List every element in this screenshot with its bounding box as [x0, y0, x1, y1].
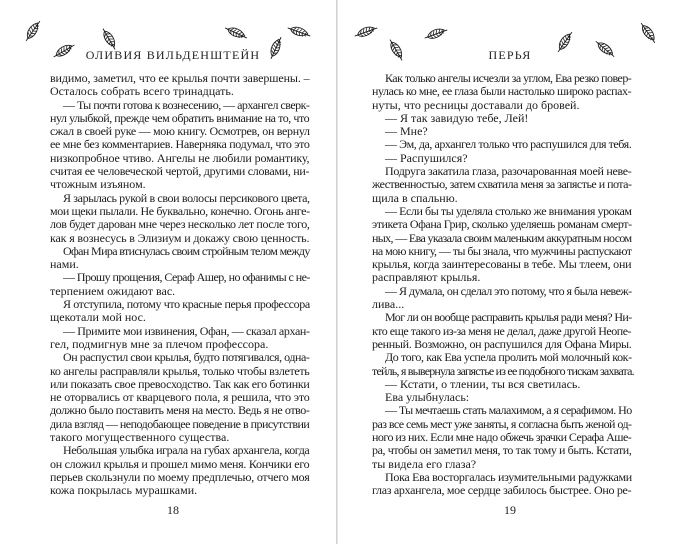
text-line: Пока Ева восторгалась изумительными радужками [385, 470, 632, 484]
page-number: 19 [504, 503, 516, 517]
text-line: не оторвались от кварцевого пола, я решила, что это [50, 391, 310, 405]
text-line: щила в спальню. [372, 191, 458, 205]
text-line: Небольшая улыбка играла на губах архангела, когда [63, 444, 310, 458]
body-text [372, 72, 634, 498]
text-line: Я зарылась рукой в свои волосы персикового цвета, [63, 191, 310, 205]
text-line: — Распушился? [385, 151, 468, 165]
text-line: — Ты мечтаешь стать малахимом, а я серафимом. Но [385, 404, 632, 418]
text-line: Подруга закатила глаза, разочарованная моей неве- [385, 165, 632, 179]
text-line: — Если бы ты уделяла столько же внимания урокам [385, 204, 632, 218]
feather-icon [222, 22, 251, 44]
text-line: Осталось собрать всего тринадцать. [50, 85, 234, 99]
text-line: глаз архангела, мое сердце забилось быстрее. Оно ре- [372, 484, 632, 498]
text-line: чтожным изъяном. [50, 178, 146, 192]
text-line: щекотали мой нос. [50, 311, 146, 325]
text-line: — Эм, да, архангел только что распушился для тебя. [385, 138, 632, 152]
text-line: ее мне без комментариев. Наверняка подумал, что это [50, 138, 310, 152]
text-line: гел, подмигнув мне за плечом профессора. [50, 337, 269, 351]
text-line: он сложил крылья и прошел мимо меня. Кончики его [50, 457, 310, 471]
text-line: ра, чтобы он заметил меня, то так тому и быть. Кстати, [372, 444, 632, 458]
text-line: ного из них. Если мне надо обжечь зрачки Серафа Ашe- [372, 431, 632, 445]
text-line: на мою книгу, — ты бы знала, что мужчины распускают [372, 244, 632, 258]
text-line: терпением ожидают вас. [50, 284, 176, 298]
text-line: Он распустил свои крылья, будто потягивался, одна- [63, 351, 310, 365]
text-line: — Прошу прощения, Сераф Ашер, но офанимы с не- [63, 271, 310, 285]
running-head-author: ОЛИВИЯ ВИЛЬДЕНШТЕЙН [85, 48, 261, 62]
text-line: — Примите мои извинения, Офан, — сказал архан- [63, 324, 310, 338]
text-line: нулась ко мне, ее глаза были настолько широко распах- [372, 85, 632, 99]
text-line: Я отступила, потому что красные перья профессора [63, 298, 310, 312]
text-line: ренный. Возможно, он распушился для Офана Миры. [372, 337, 632, 351]
feather-icon [636, 19, 661, 47]
text-line: лива... [372, 298, 405, 312]
right-page [338, 0, 674, 544]
text-line: как я вознесусь в Элизиум и докажу свою ценность. [50, 231, 310, 245]
text-line: тейль, я вывернула запястье из ее подобного тискам захвата. [372, 364, 634, 378]
text-line: перьев скользнули по моему предплечью, отчего моя [50, 470, 310, 484]
text-line: этикета Офана Грир, сколько уделяешь романам смерт- [372, 218, 632, 232]
text-line: нуты, что ресницы доставали до бровей. [372, 98, 580, 112]
text-line: раз все семь мест уже заняты, я согласна быть женой од- [372, 417, 632, 431]
text-line: сжал в своей руке — мою книгу. Осмотрев, он вернул [50, 125, 310, 139]
text-line: низкопробное чтиво. Ангелы не любили романтику, [50, 151, 310, 165]
feather-icon [285, 22, 314, 42]
text-line: — Кстати, о тлении, ты вся светилась. [385, 377, 581, 391]
text-line: — Ты почти готова к вознесению, — архангел сверк- [63, 98, 310, 112]
text-line: крылья, когда заинтересованы в тебе. Мы тлеем, они [372, 258, 632, 272]
feather-icon [422, 24, 451, 44]
text-line: кожа покрылась мурашками. [50, 484, 198, 498]
text-line: жественностью, затем схватила меня за запястье и пота- [372, 178, 632, 192]
text-line: До того, как Ева успела пролить мой молочный кок- [385, 351, 632, 365]
text-line: должно было поставить меня на место. Ведь я не отво- [50, 404, 310, 418]
text-line: — Мне? [385, 125, 428, 139]
running-head-chapter: ПЕРЬЯ [488, 48, 532, 62]
text-line: Как только ангелы исчезли за углом, Ева резко повер- [385, 72, 632, 85]
text-line: кто еще такого из-за меня не делал, даже другой Неопе- [372, 324, 632, 338]
text-line: считая ее человеческой чертой, другими словами, ни- [50, 165, 310, 179]
left-page [0, 0, 336, 544]
text-line: мои щеки пылали. Не буквально, конечно. Огонь анге- [50, 204, 310, 218]
text-line: ты видела его глаза? [372, 457, 477, 471]
feather-icon [352, 22, 381, 42]
feather-icon [21, 17, 46, 45]
text-line: Мог ли он вообще расправить крылья ради меня? Ни- [385, 311, 632, 325]
text-line: нами. [50, 258, 79, 272]
text-line: видимо, заметил, что ее крылья почти завершены. – [50, 72, 310, 85]
text-line: ных, — Ева указала своим маленьким аккуратным носом [372, 231, 632, 245]
body-text [50, 72, 312, 498]
text-line: Офан Мира втиснулась своим стройным телом между [63, 244, 310, 258]
text-line: такого могущественного существа. [50, 431, 230, 445]
text-line: или показать свое превосходство. Так как его ботинки [50, 377, 310, 391]
text-line: — Я так завидую тебе, Лей! [385, 111, 529, 125]
page-number: 18 [167, 503, 179, 517]
text-line: ко ангелы расправляли крылья, только чтобы взлететь [50, 364, 310, 378]
text-line: расправляют крылья. [372, 271, 481, 285]
text-line: лов будет дарован мне через несколько лет после того, [50, 218, 310, 232]
text-line: дила взгляд — неподобающее поведение в присутствии [50, 417, 310, 431]
text-line: нул улыбкой, прежде чем обратить внимание на то, что [50, 111, 310, 125]
text-line: Ева улыбнулась: [385, 391, 470, 405]
text-line: — Я думала, он сделал это потому, что я была невеж- [385, 284, 632, 298]
